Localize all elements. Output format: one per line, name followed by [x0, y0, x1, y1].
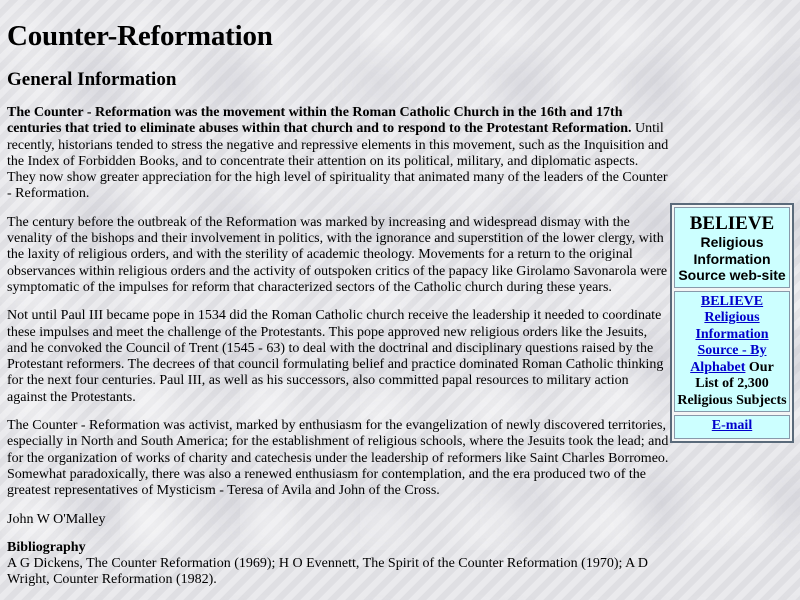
intro-bold-text: The Counter - Reformation was the movement within the Roman Catholic Church in the 16th and 17th centuries that tried to eliminate abuses within that church and to respond to the Protestant Reformation. [7, 105, 632, 137]
email-link[interactable]: E-mail [711, 418, 753, 433]
intro-rest-text: Until recently, historians tended to stress the negative and repressive elements in this movement, such as the Inquisition and the Index of Forbidden Books, and to concentrate their attention on its political, military, and diplomatic aspects. They now show greater appreciation for the high level of spirituality that animated many of the leaders of the Counter - Reformation. [7, 121, 669, 202]
email-cell [674, 415, 790, 439]
alphabet-cell [674, 291, 790, 413]
article-content [7, 0, 669, 589]
believe-banner [674, 207, 790, 288]
page-subtitle: General Information [7, 69, 177, 90]
bibliography-text: A G Dickens, The Counter Reformation (1969); H O Evennett, The Spirit of the Counter Reformation (1970); A D Wright, Counter Reformation (1982). [7, 556, 649, 588]
alphabet-link[interactable]: BELIEVE Religious Information Source - By Alphabet [690, 293, 769, 375]
believe-title: BELIEVE [689, 213, 775, 234]
subjects-list-text: Our List of 2,300 Religious Subjects [677, 359, 787, 408]
paragraph-century-before: The century before the outbreak of the Reformation was marked by increasing and widespread dismay with the venality of the bishops and their involvement in politics, with the ignorance and superstition of the lower clergy, with the laxity of religious orders, and with the sterility of academic theology. Movements for a return to the original observances within religious orders and the activity of outspoken critics of the papacy like Girolamo Savonarola were symptomatic of the impulses for reform that characterized sectors of the Catholic church during these years. [7, 214, 668, 295]
author: John W O'Malley [7, 511, 106, 527]
paragraph-intro [7, 105, 669, 203]
paragraph-activist: The Counter - Reformation was activist, marked by enthusiasm for the evangelization of newly discovered territories, especially in North and South America; for the establishment of religious schools, where the Jesuits took the lead; and for the organization of works of charity and catechesis under the leadership of reformers like Saint Charles Borromeo. Somewhat paradoxically, there was also a renewed enthusiasm for contemplation, and the era produced two of the greatest representatives of Mysticism - Teresa of Avila and John of the Cross. [7, 418, 669, 499]
paragraph-paul-iii: Not until Paul III became pope in 1534 did the Roman Catholic church receive the leadership it needed to coordinate these impulses and meet the challenge of the Protestants. This pope approved new religious orders like the Jesuits, and he convoked the Council of Trent (1545 - 63) to deal with the doctrinal and disciplinary questions raised by the Protestant reformers. The decrees of that council formulating belief and practice dominated Roman Catholic thinking for the next four centuries. Paul III, as well as his successors, also committed papal resources to military action against the Protestants. [7, 308, 664, 405]
believe-sidebar [670, 203, 794, 443]
bibliography-heading: Bibliography [7, 539, 86, 555]
bibliography [7, 540, 669, 589]
believe-subtitle: Religious Information Source web-site [678, 234, 786, 283]
page-title: Counter-Reformation [7, 20, 273, 52]
